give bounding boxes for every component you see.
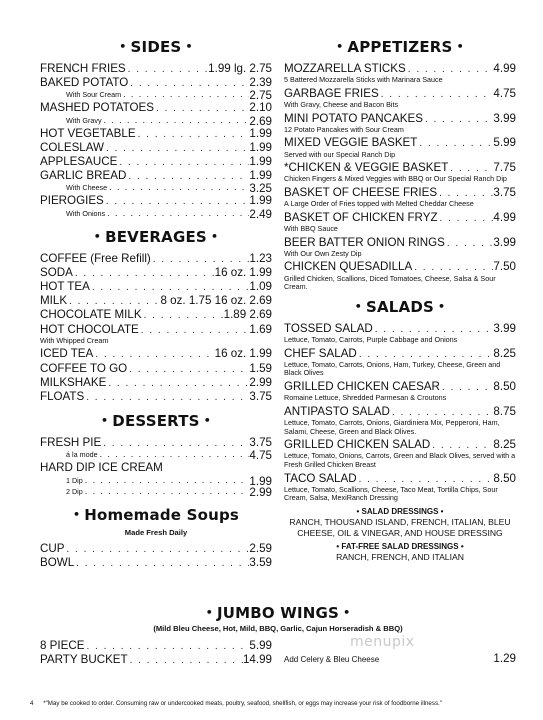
menu-item-price: 2.10 [249, 101, 272, 115]
menu-item-row [40, 653, 272, 667]
item-variant-label: With Onions [66, 208, 106, 218]
leader-dots [90, 281, 250, 294]
menu-item-row [40, 101, 272, 115]
sides-heading: • SIDES • [119, 38, 193, 56]
menu-item-description: With Our Own Zesty Dip [284, 248, 362, 258]
menu-item-row [40, 461, 272, 475]
leader-dots [423, 113, 493, 126]
menu-item-name: ANTIPASTO SALAD [284, 404, 390, 418]
menu-item-price: 1.99 lg. 2.75 [208, 62, 272, 75]
item-variant-row [66, 450, 272, 461]
menu-item-row [40, 542, 272, 556]
menu-item-description: 5 Battered Mozzarella Sticks with Marinara Sauce [284, 75, 443, 85]
wings-list [40, 639, 272, 667]
menu-item-price: 5.99 [493, 136, 516, 150]
leader-dots [357, 348, 494, 361]
beverages-heading: • BEVERAGES • [93, 227, 219, 246]
menu-item-row [40, 252, 272, 266]
menu-item-price: 8.50 [493, 379, 516, 393]
menu-item-name: GARLIC BREAD [40, 169, 127, 183]
soups-list [40, 542, 272, 570]
menu-item-row [40, 294, 272, 308]
menu-item-name: BASKET OF CHICKEN FRYZ [284, 210, 438, 224]
menu-item-name: GARBAGE FRIES [284, 86, 379, 100]
menu-item-price: 1.99 [249, 194, 272, 208]
item-variant-price: 4.75 [249, 449, 272, 463]
menu-item-price: 1.99 [249, 140, 272, 154]
menu-item-description: Lettuce, Tomato, Carrots, Purple Cabbage and Onions [284, 334, 458, 344]
menu-item-price: 2.99 [249, 375, 272, 389]
wings-section [40, 604, 516, 667]
menu-item-price: 4.99 [493, 210, 516, 224]
leader-dots [445, 237, 494, 250]
leader-dots [107, 183, 249, 194]
wings-extra-price: 1.29 [493, 652, 516, 665]
menu-item-name: ICED TEA [40, 347, 94, 361]
leader-dots [151, 253, 250, 266]
menu-item-row [40, 308, 272, 322]
menu-item-price: 1.99 [249, 126, 272, 140]
salads-list [284, 322, 516, 503]
leader-dots [128, 654, 243, 667]
menu-item-name: MINI POTATO PANCAKES [284, 111, 423, 125]
menu-item-row [40, 436, 272, 450]
menu-item-price: 8 oz. 1.75 16 oz. 2.69 [160, 294, 272, 308]
leader-dots [438, 212, 494, 225]
menu-item-name: *CHICKEN & VEGGIE BASKET [284, 161, 449, 175]
menu-item-description: With Gravy, Cheese and Bacon Bits [284, 100, 399, 109]
menu-item-description: With BBQ Sauce [284, 223, 338, 233]
item-note: With Whipped Cream [40, 335, 109, 345]
beverages-list [40, 252, 272, 405]
menu-item-row [284, 87, 516, 101]
appetizers-heading: • APPETIZERS • [336, 38, 464, 56]
page-number: 4 [30, 700, 34, 707]
menu-item-name: PARTY BUCKET [40, 653, 128, 667]
menu-item-name: FRESH PIE [40, 436, 102, 450]
item-variant-label: With Cheese [66, 183, 108, 193]
menu-item-price: 8.50 [493, 471, 516, 485]
menu-item-price: 14.99 [242, 653, 272, 667]
leader-dots [105, 209, 249, 220]
item-variant-price: 2.49 [249, 207, 272, 221]
menu-item-price: 3.99 [493, 111, 516, 125]
leader-dots [121, 90, 249, 101]
menu-item-name: MASHED POTATOES [40, 101, 155, 115]
menu-item-name: MIXED VEGGIE BASKET [284, 136, 418, 150]
leader-dots [83, 476, 250, 487]
menu-item-name: CHICKEN QUESADILLA [284, 260, 413, 274]
leader-dots [73, 267, 215, 280]
leader-dots [102, 116, 250, 127]
menu-item-description: A Large Order of Fries topped with Melted Cheddar Cheese [284, 199, 474, 209]
menu-item-price: 1.23 [249, 251, 272, 265]
menu-item-price: 16 oz. 1.99 [214, 265, 272, 279]
menu-item-row [40, 390, 272, 404]
menu-item-row [40, 347, 272, 361]
menu-item-price: 2.39 [249, 76, 272, 90]
item-variant-row [66, 116, 272, 127]
leader-dots [357, 473, 494, 486]
menu-item-name: 8 PIECE [40, 639, 85, 652]
leader-dots [127, 363, 249, 376]
menu-item-row [284, 186, 516, 200]
menu-item-row [40, 376, 272, 390]
leader-dots [379, 653, 493, 666]
menu-item-description: Chicken Fingers & Mixed Veggies with BBQ or Our Special Ranch Dip [284, 174, 507, 184]
menu-item-row [40, 155, 272, 169]
menu-item-price: 1.69 [249, 322, 272, 336]
leader-dots [390, 406, 494, 419]
menu-item-price: 2.59 [249, 541, 272, 555]
wings-extra-label: Add Celery & Bleu Cheese [284, 655, 380, 664]
menu-item-description: Lettuce, Tomato, Carrots, Onions, Giardiniera Mix, Pepperoni, Ham, Salami, Cheese, Green and Black Olives. [284, 417, 500, 436]
leader-dots [440, 381, 494, 394]
menu-item-price: 5.99 [249, 639, 272, 652]
leader-dots [104, 195, 250, 208]
menu-item-row [284, 62, 516, 76]
menu-item-price: 8.75 [493, 404, 516, 418]
watermark-text: menupix [350, 634, 415, 650]
desserts-heading: • DESSERTS • [101, 412, 211, 431]
menu-item-row [40, 266, 272, 280]
menu-item-name: MILK [40, 294, 68, 308]
menu-item-row [284, 112, 516, 126]
leader-dots [93, 348, 214, 361]
leader-dots [106, 377, 249, 390]
menu-item-name: TOSSED SALAD [284, 321, 373, 335]
menu-item-price: 1.99 [249, 169, 272, 183]
desserts-list [40, 436, 272, 497]
menu-item-name: HOT TEA [40, 280, 90, 294]
leader-dots [136, 128, 250, 141]
menu-item-name: MILKSHAKE [40, 375, 107, 389]
appetizers-list [284, 62, 516, 292]
menu-item-description: Lettuce, Tomato, Carrots, Onions, Ham, Turkey, Cheese, Green and Black Olives [284, 359, 501, 378]
menu-item-row [284, 236, 516, 250]
menu-item-row [40, 62, 272, 76]
item-variant-price: 1.99 [249, 474, 272, 488]
sides-list [40, 62, 272, 220]
menu-item-description: Romaine Lettuce, Shredded Parmesan & Croutons [284, 393, 447, 403]
item-variant-row [66, 209, 272, 220]
leader-dots [84, 640, 249, 653]
item-variant-label: With Gravy [66, 115, 102, 125]
leader-dots [104, 142, 249, 155]
item-variant-price: 3.25 [249, 182, 272, 196]
menu-item-name: HOT VEGETABLE [40, 126, 136, 140]
menu-item-price: 3.99 [493, 321, 516, 335]
item-variant-price: 2.75 [249, 89, 272, 103]
menu-item-description: Served with our Special Ranch Dip [284, 149, 396, 159]
menu-item-row [284, 211, 516, 225]
salads-heading: • SALADS • [354, 297, 446, 316]
menu-item-name: COLESLAW [40, 140, 104, 154]
menu-item-row [40, 323, 272, 337]
footer [30, 700, 442, 707]
item-variant-label: 1 Dip [66, 475, 83, 485]
salad-dressings-list: RANCH, THOUSAND ISLAND, FRENCH, ITALIAN, BLEU CHEESE, OIL & VINEGAR, AND HOUSE DRESSING [289, 516, 511, 538]
leader-dots [142, 309, 224, 322]
leader-dots [139, 324, 250, 337]
item-variant-row [66, 476, 272, 487]
menu-item-row [284, 136, 516, 150]
menu-item-row [40, 194, 272, 208]
menu-item-name: FRENCH FRIES [40, 62, 126, 75]
menu-item-name: CHEF SALAD [284, 346, 357, 360]
leader-dots [83, 487, 250, 498]
menu-item-name: SODA [40, 265, 73, 279]
leader-dots [373, 323, 494, 336]
menu-item-row [284, 260, 516, 274]
menu-item-price: 1.59 [249, 361, 272, 375]
menu-item-name: FLOATS [40, 390, 85, 404]
menu-item-name: APPLESAUCE [40, 155, 118, 169]
menu-item-name: COFFEE (Free Refill) [40, 251, 151, 265]
wings-sauces: (Mild Bleu Cheese, Hot, Mild, BBQ, Garlic, Cajun Horseradish & BBQ) [153, 624, 403, 633]
menu-item-name: BASKET OF CHEESE FRIES [284, 185, 438, 199]
leader-dots [417, 137, 493, 150]
menu-item-row [40, 76, 272, 90]
item-variant-row [66, 183, 272, 194]
menu-item-row [40, 556, 272, 570]
leader-dots [126, 63, 209, 76]
menu-item-name: BOWL [40, 555, 75, 569]
menu-item-price: 3.75 [249, 390, 272, 404]
item-variant-label: 2 Dip [66, 486, 83, 496]
menu-item-description: Lettuce, Tomato, Onions, Carrots, Green and Black Olives, served with a Fresh Grilled Chicken Breast [284, 451, 516, 469]
item-variant-row [66, 487, 272, 498]
menu-item-price: 4.99 [493, 62, 516, 75]
menu-item-name: TACO SALAD [284, 471, 357, 485]
menu-item-row [40, 362, 272, 376]
menu-item-price: 8.25 [493, 438, 516, 452]
menu-item-price: 4.75 [493, 86, 516, 100]
menu-item-row [284, 322, 516, 336]
leader-dots [101, 437, 249, 450]
leader-dots [412, 261, 493, 274]
menu-item-name: BEER BATTER ONION RINGS [284, 235, 445, 249]
menu-item-row [40, 639, 272, 653]
soups-subheading: Made Fresh Daily [124, 527, 188, 537]
fatfree-dressings-title: • FAT-FREE SALAD DRESSINGS • [336, 542, 464, 552]
menu-item-price: 3.75 [493, 185, 516, 199]
fatfree-dressings-list: RANCH, FRENCH, AND ITALIAN [336, 552, 464, 563]
menu-item-row [284, 161, 516, 175]
leader-dots [154, 102, 249, 115]
menu-item-name: PIEROGIES [40, 194, 104, 208]
menu-item-name: CHOCOLATE MILK [40, 308, 142, 322]
item-variant-label: á la mode [66, 450, 98, 460]
wings-heading: • JUMBO WINGS • [205, 604, 351, 622]
item-variant-price: 2.99 [249, 485, 272, 499]
menu-item-price: 8.25 [493, 346, 516, 360]
item-variant-price: 2.69 [249, 114, 272, 128]
menu-item-row [40, 127, 272, 141]
soups-heading: • Homemade Soups [72, 505, 240, 524]
menu-item-price: 7.75 [493, 161, 516, 175]
leader-dots [84, 391, 249, 404]
menu-item-description: Lettuce, Tomato, Scallions, Cheese, Taco Meat, Tortilla Chips, Sour Cream, Salsa, MexiRanch Dressing [284, 484, 498, 503]
left-column [40, 34, 272, 570]
menu-item-name: GRILLED CHICKEN CAESAR [284, 379, 440, 393]
menu-item-name: MOZZARELLA STICKS [284, 62, 406, 75]
leader-dots [128, 77, 249, 90]
menu-item-price: 16 oz. 1.99 [214, 347, 272, 361]
menu-item-row [284, 380, 516, 394]
menu-item-row [284, 438, 516, 452]
leader-dots [64, 543, 249, 556]
leader-dots [126, 170, 249, 183]
salad-dressings-title: • SALAD DRESSINGS • [356, 506, 444, 516]
menu-item-description: Grilled Chicken, Scallions, Diced Tomatoes, Cheese, Salsa & Sour Cream. [284, 273, 496, 292]
menu-item-price: 3.99 [493, 235, 516, 249]
menu-item-name: BAKED POTATO [40, 76, 129, 90]
menu-item-name: HOT CHOCOLATE [40, 322, 139, 336]
leader-dots [67, 295, 160, 308]
menu-item-price: 1.99 [249, 155, 272, 169]
item-variant-label: With Sour Cream [66, 90, 122, 100]
menu-item-price: 3.75 [249, 436, 272, 450]
menu-item-name: HARD DIP ICE CREAM [40, 461, 163, 475]
menu-item-description: 12 Potato Pancakes with Sour Cream [284, 124, 404, 134]
menu-item-name: COFFEE TO GO [40, 361, 128, 375]
menu-item-row [40, 141, 272, 155]
menu-item-row [40, 280, 272, 294]
menu-item-price: 1.09 [249, 280, 272, 294]
menu-item-name: GRILLED CHICKEN SALAD [284, 438, 431, 452]
menu-item-price: 3.59 [249, 555, 272, 569]
leader-dots [117, 156, 249, 169]
menu-item-row [40, 169, 272, 183]
menu-item-row [284, 405, 516, 419]
menu-item-name: CUP [40, 541, 65, 555]
item-variant-row [66, 90, 272, 101]
leader-dots [74, 557, 249, 570]
menu-item-row [284, 347, 516, 361]
menu-item-row [284, 472, 516, 486]
leader-dots [98, 450, 250, 461]
menu-item-price: 1.89 2.69 [223, 308, 272, 322]
menu-item-price: 7.50 [493, 260, 516, 274]
right-column [284, 34, 516, 564]
footer-note: *"May be cooked to order. Consuming raw or undercooked meats, poultry, seafood, shellfish, or eggs may increase your risk of foodborne illness." [43, 700, 442, 707]
